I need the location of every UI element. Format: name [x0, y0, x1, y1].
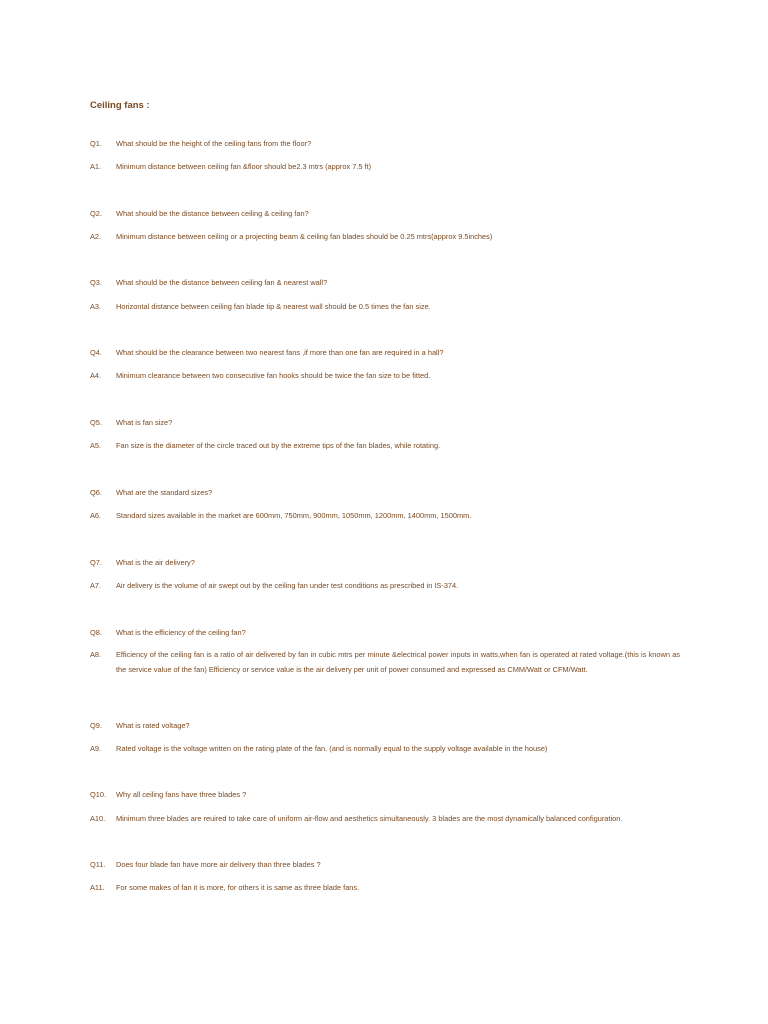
answer-text: Minimum distance between ceiling fan &floor should be2.3 mtrs (approx 7.5 ft): [116, 162, 372, 171]
question-text: Does four blade fan have more air delivery than three blades ?: [116, 860, 321, 869]
question-label: Q3.: [90, 278, 102, 287]
answer-label: A7.: [90, 581, 102, 590]
question-text: What is fan size?: [116, 418, 173, 427]
answer-text: For some makes of fan it is more, for others it is same as three blade fans.: [116, 883, 360, 892]
question-label: Q2.: [90, 209, 102, 218]
question-q8: [90, 626, 680, 641]
answer-text: Fan size is the diameter of the circle traced out by the extreme tips of the fan blades, while rotating.: [116, 441, 441, 450]
answer-a11: [90, 881, 680, 896]
question-text: What is the air delivery?: [116, 558, 195, 567]
answer-label: A4.: [90, 371, 102, 380]
answer-a1: [90, 160, 680, 175]
question-text: Why all ceiling fans have three blades ?: [116, 790, 247, 799]
answer-label: A1.: [90, 162, 102, 171]
question-q3: [90, 276, 680, 291]
question-q7: [90, 556, 680, 571]
answer-label: A10.: [90, 814, 106, 823]
question-q9: [90, 719, 680, 734]
question-q6: [90, 486, 680, 501]
question-label: Q9.: [90, 721, 102, 730]
question-label: Q7.: [90, 558, 102, 567]
question-label: Q10.: [90, 790, 107, 799]
answer-text: Standard sizes available in the market are 600mm, 750mm, 900mm, 1050mm, 1200mm, 1400mm, 1500mm.: [116, 511, 472, 520]
answer-text: Horizontal distance between ceiling fan blade tip & nearest wall should be 0.5 times the fan size.: [116, 302, 431, 311]
answer-a9: [90, 742, 680, 757]
question-label: Q11.: [90, 860, 106, 869]
question-text: What should be the distance between ceiling fan & nearest wall?: [116, 278, 328, 287]
answer-text: Rated voltage is the voltage written on the rating plate of the fan. (and is normally equal to the supply voltage available in the house): [116, 744, 548, 753]
answer-text: Minimum distance between ceiling or a projecting beam & ceiling fan blades should be 0.25 mtrs(approx 9.5inches): [116, 232, 493, 241]
answer-label: A11.: [90, 883, 105, 892]
answer-text: Air delivery is the volume of air swept out by the ceiling fan under test conditions as prescribed in IS-374.: [116, 581, 459, 590]
question-q2: [90, 207, 680, 222]
question-text: What should be the distance between ceiling & ceiling fan?: [116, 209, 309, 218]
answer-a3: [90, 300, 680, 315]
question-label: Q4.: [90, 348, 102, 357]
answer-label: A8.: [90, 650, 102, 659]
answer-label: A2.: [90, 232, 102, 241]
question-q4: [90, 346, 680, 361]
question-text: What is the efficiency of the ceiling fan?: [116, 628, 246, 637]
question-label: Q1.: [90, 139, 102, 148]
answer-a8: [90, 648, 680, 677]
answer-a5: [90, 439, 680, 454]
answer-text: Minimum clearance between two consecutive fan hooks should be twice the fan size to be fitted.: [116, 371, 431, 380]
page-title: Ceiling fans :: [90, 100, 150, 111]
answer-label: A5.: [90, 441, 102, 450]
answer-a2: [90, 230, 680, 245]
answer-a4: [90, 369, 680, 384]
answer-a7: [90, 579, 680, 594]
answer-text: Minimum three blades are reuired to take care of uniform air-flow and aesthetics simultaneously. 3 blades are the most dynamically balanced configuration.: [116, 814, 623, 823]
question-label: Q8.: [90, 628, 102, 637]
answer-a6: [90, 509, 680, 524]
answer-a10: [90, 812, 680, 827]
question-text: What is rated voltage?: [116, 721, 190, 730]
answer-label: A6.: [90, 511, 102, 520]
answer-label: A9.: [90, 744, 102, 753]
question-q1: [90, 137, 680, 152]
question-q10: [90, 788, 680, 803]
question-text: What should be the height of the ceiling fans from the floor?: [116, 139, 312, 148]
question-q5: [90, 416, 680, 431]
question-text: What should be the clearance between two nearest fans ,if more than one fan are required in a hall?: [116, 348, 444, 357]
question-label: Q6.: [90, 488, 102, 497]
answer-text: Efficiency of the ceiling fan is a ratio of air delivered by fan in cubic mtrs per minute &electrical power inputs in watts,when fan is operated at rated voltage.(this is known as the service value of the fan) Efficiency or service value is the air delivery per unit of power consumed and expressed as CMM/Watt or CFM/Watt.: [116, 650, 680, 674]
question-q11: [90, 858, 680, 873]
answer-label: A3.: [90, 302, 102, 311]
question-label: Q5.: [90, 418, 102, 427]
question-text: What are the standard sizes?: [116, 488, 213, 497]
